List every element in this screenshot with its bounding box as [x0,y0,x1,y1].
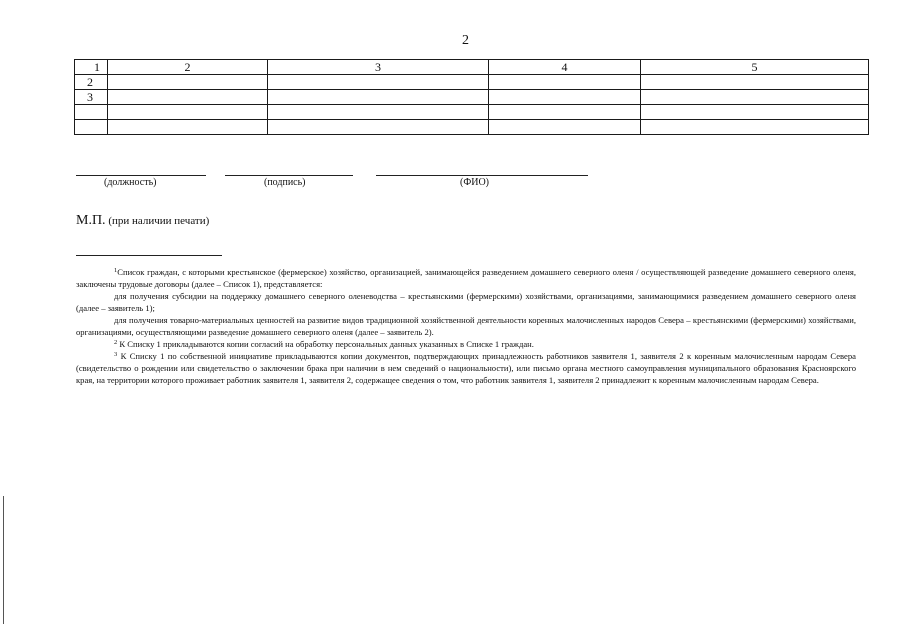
stamp-place [76,213,209,229]
list-table [74,59,869,135]
footnotes [76,266,856,386]
position-label: (должность) [104,177,157,188]
column-header: 4 [489,60,641,75]
stamp-mp: М.П. [76,213,106,228]
column-header: 3 [268,60,489,75]
stamp-note: (при наличии печати) [108,215,210,227]
position-line [76,175,206,176]
footnote-separator [76,255,222,256]
table-cell: 3 [75,90,108,105]
column-header: 2 [108,60,268,75]
footnote-1 [76,266,856,290]
table-cell [108,90,268,105]
page-number: 2 [462,33,469,48]
name-label: (ФИО) [460,177,490,188]
table-cell [75,105,108,120]
footnote-1-item-1: для получения субсидии на поддержку домашнего северного оленеводства – крестьянскими (фермерскими) хозяйствами, организациями, занимающимися разведением домашнего северного оленя (далее – заявитель 1); [76,291,856,313]
footnote-3-text: К Списку 1 по собственной инициативе прикладываются копии документов, подтверждающих принадлежность работников заявителя 1, заявителя 2 к коренным малочисленным народам Севера (свидетельство о рождении или свидетельство о заключении брака при наличии в нем сведений о национальности), или письмо органа местного самоуправления муниципального образования Красноярского края, на территории которого проживает работник заявителя 1, заявителя 2, содержащее сведения о том, что работник заявителя 1, заявителя 2 принадлежит к коренным малочисленным народам Севера. [76,351,856,385]
column-header: 5 [641,60,869,75]
table-cell: 2 [75,75,108,90]
signature-line [225,175,353,176]
table-cell [75,120,108,135]
table-row [75,75,869,90]
table-cell [268,120,489,135]
footnote-2 [76,338,856,350]
name-line [376,175,588,176]
table-cell [108,105,268,120]
signature-label: (подпись) [264,177,306,188]
table-cell [108,120,268,135]
footnote-3-mark: 3 [114,351,118,358]
table-row [75,90,869,105]
table-cell [641,75,869,90]
footnote-1-mark: 1 [114,267,118,274]
footnote-2-text: К Списку 1 прикладываются копии согласий на обработку персональных данных указанных в Списке 1 граждан. [119,339,534,349]
table-cell [641,120,869,135]
table-cell [641,105,869,120]
footnote-3 [76,350,856,386]
table-cell [489,105,641,120]
table-cell [641,90,869,105]
table-cell [489,75,641,90]
table-cell [489,120,641,135]
table-cell [108,75,268,90]
scan-margin-line [3,496,4,624]
table-cell [268,90,489,105]
footnote-1-item-2: для получения товарно-материальных ценностей на развитие видов традиционной хозяйственной деятельности коренных малочисленных народов Севера – крестьянскими (фермерскими) хозяйствами, организациями, осуществляющими разведение домашнего северного оленя (далее – заявитель 2). [76,315,856,337]
footnote-2-mark: 2 [114,339,118,346]
table-row [75,120,869,135]
table-cell [268,105,489,120]
table-row [75,105,869,120]
table-cell [268,75,489,90]
column-header: 1 [75,60,108,75]
footnote-1-text: Список граждан, с которыми крестьянское (фермерское) хозяйство, организацией, занимающейся разведением домашнего северного оленя / осуществляющей разведение домашнего северного оленя, заключены трудовые договоры (далее – Список 1), представляется: [76,267,856,289]
table-cell [489,90,641,105]
table-header-row [75,60,869,75]
